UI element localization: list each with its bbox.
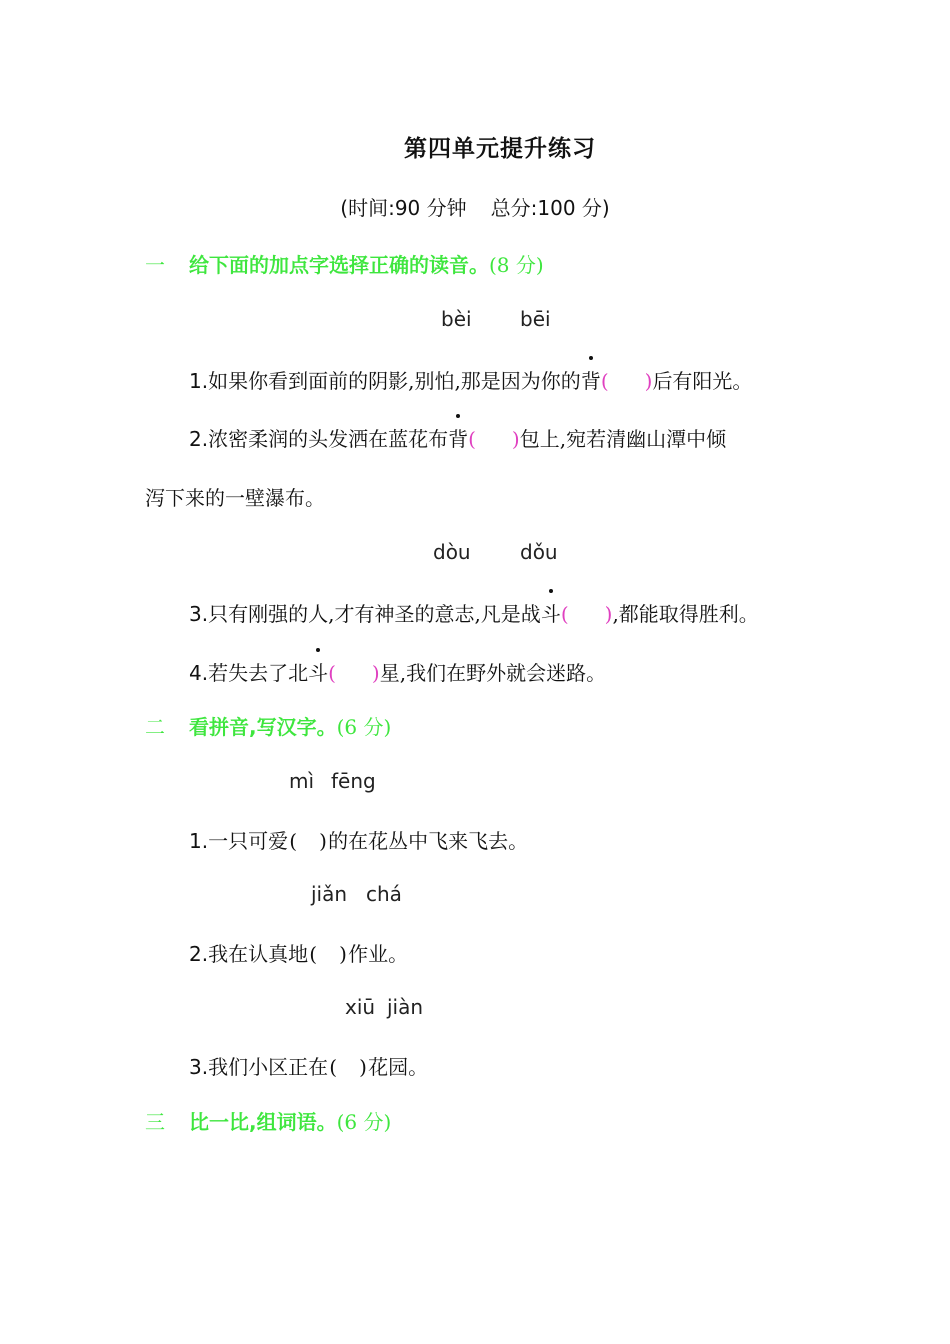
question-text: 浓密柔润的头发洒在蓝花布 [208, 427, 449, 451]
question-text: 我们小区正在 [208, 1055, 329, 1079]
question-2-3 [189, 1051, 428, 1080]
section-score: (6 分) [336, 715, 392, 739]
question-number: 1. [189, 829, 209, 853]
time-limit: (时间:90 分钟 [340, 196, 467, 220]
question-text: 一只可爱 [208, 829, 289, 853]
exam-info [0, 192, 950, 221]
answer-blank[interactable]: ( ) [560, 602, 613, 626]
section-2-heading [145, 711, 391, 740]
question-text: 后有阳光。 [652, 369, 753, 393]
pinyin-syllable: mì [289, 769, 315, 793]
question-text: 花园。 [368, 1055, 429, 1079]
pinyin-option: bèi [441, 307, 472, 331]
pinyin-options [441, 307, 551, 331]
pinyin-prompt [311, 882, 402, 906]
answer-blank[interactable]: ( ) [289, 829, 327, 853]
answer-blank[interactable]: ( ) [328, 661, 380, 685]
question-number: 2. [189, 942, 209, 966]
question-2-2 [189, 938, 408, 967]
section-instruction: 看拼音,写汉字。 [189, 715, 337, 739]
dotted-character: 斗 [308, 657, 328, 686]
section-number: 二 [145, 715, 165, 739]
question-text: 星,我们在野外就会迷路。 [379, 661, 607, 685]
question-text: 作业。 [348, 942, 409, 966]
question-text: ,都能取得胜利。 [612, 602, 759, 626]
answer-blank[interactable]: ( ) [600, 369, 653, 393]
pinyin-syllable: jiǎn [311, 882, 348, 906]
section-instruction: 比一比,组词语。 [189, 1110, 337, 1134]
dotted-character: 背 [448, 423, 468, 452]
dotted-character: 背 [581, 365, 601, 394]
pinyin-syllable: fēng [331, 769, 376, 793]
question-text: 包上,宛若清幽山潭中倾 [519, 427, 727, 451]
question-number: 4. [189, 661, 209, 685]
pinyin-prompt [289, 769, 376, 793]
answer-blank[interactable]: ( ) [329, 1055, 367, 1079]
question-1-1 [189, 365, 752, 394]
section-instruction: 给下面的加点字选择正确的读音。 [189, 253, 489, 277]
question-1-4 [189, 657, 606, 686]
question-number: 2. [189, 427, 209, 451]
question-number: 3. [189, 1055, 209, 1079]
section-number: 一 [145, 253, 165, 277]
answer-blank[interactable]: ( ) [468, 427, 520, 451]
pinyin-syllable: jiàn [387, 995, 424, 1019]
question-1-2-continued: 泻下来的一壁瀑布。 [145, 486, 325, 510]
question-text: 若失去了北 [208, 661, 309, 685]
page-title: 第四单元提升练习 [404, 136, 596, 162]
question-text: 只有刚强的人,才有神圣的意志,凡是战 [208, 602, 541, 626]
question-number: 3. [189, 602, 209, 626]
pinyin-option: bēi [520, 307, 551, 331]
question-text: 我在认真地 [208, 942, 309, 966]
question-text: 的在花丛中飞来飞去。 [328, 829, 529, 853]
section-1-heading [145, 249, 544, 278]
dotted-character: 斗 [541, 598, 561, 627]
pinyin-option: dòu [433, 540, 471, 564]
pinyin-syllable: xiū [345, 995, 376, 1019]
total-score: 总分:100 分) [490, 196, 610, 220]
pinyin-syllable: chá [366, 882, 402, 906]
question-2-1 [189, 825, 528, 854]
pinyin-prompt [345, 995, 423, 1019]
section-3-heading [145, 1106, 391, 1135]
question-number: 1. [189, 369, 209, 393]
pinyin-option: dǒu [520, 540, 558, 564]
pinyin-options [433, 540, 558, 564]
section-score: (6 分) [336, 1110, 392, 1134]
section-number: 三 [145, 1110, 165, 1134]
question-1-2 [189, 423, 726, 452]
section-score: (8 分) [489, 253, 544, 277]
answer-blank[interactable]: ( ) [309, 942, 347, 966]
question-text: 如果你看到面前的阴影,别怕,那是因为你的 [208, 369, 581, 393]
question-1-3 [189, 598, 759, 627]
